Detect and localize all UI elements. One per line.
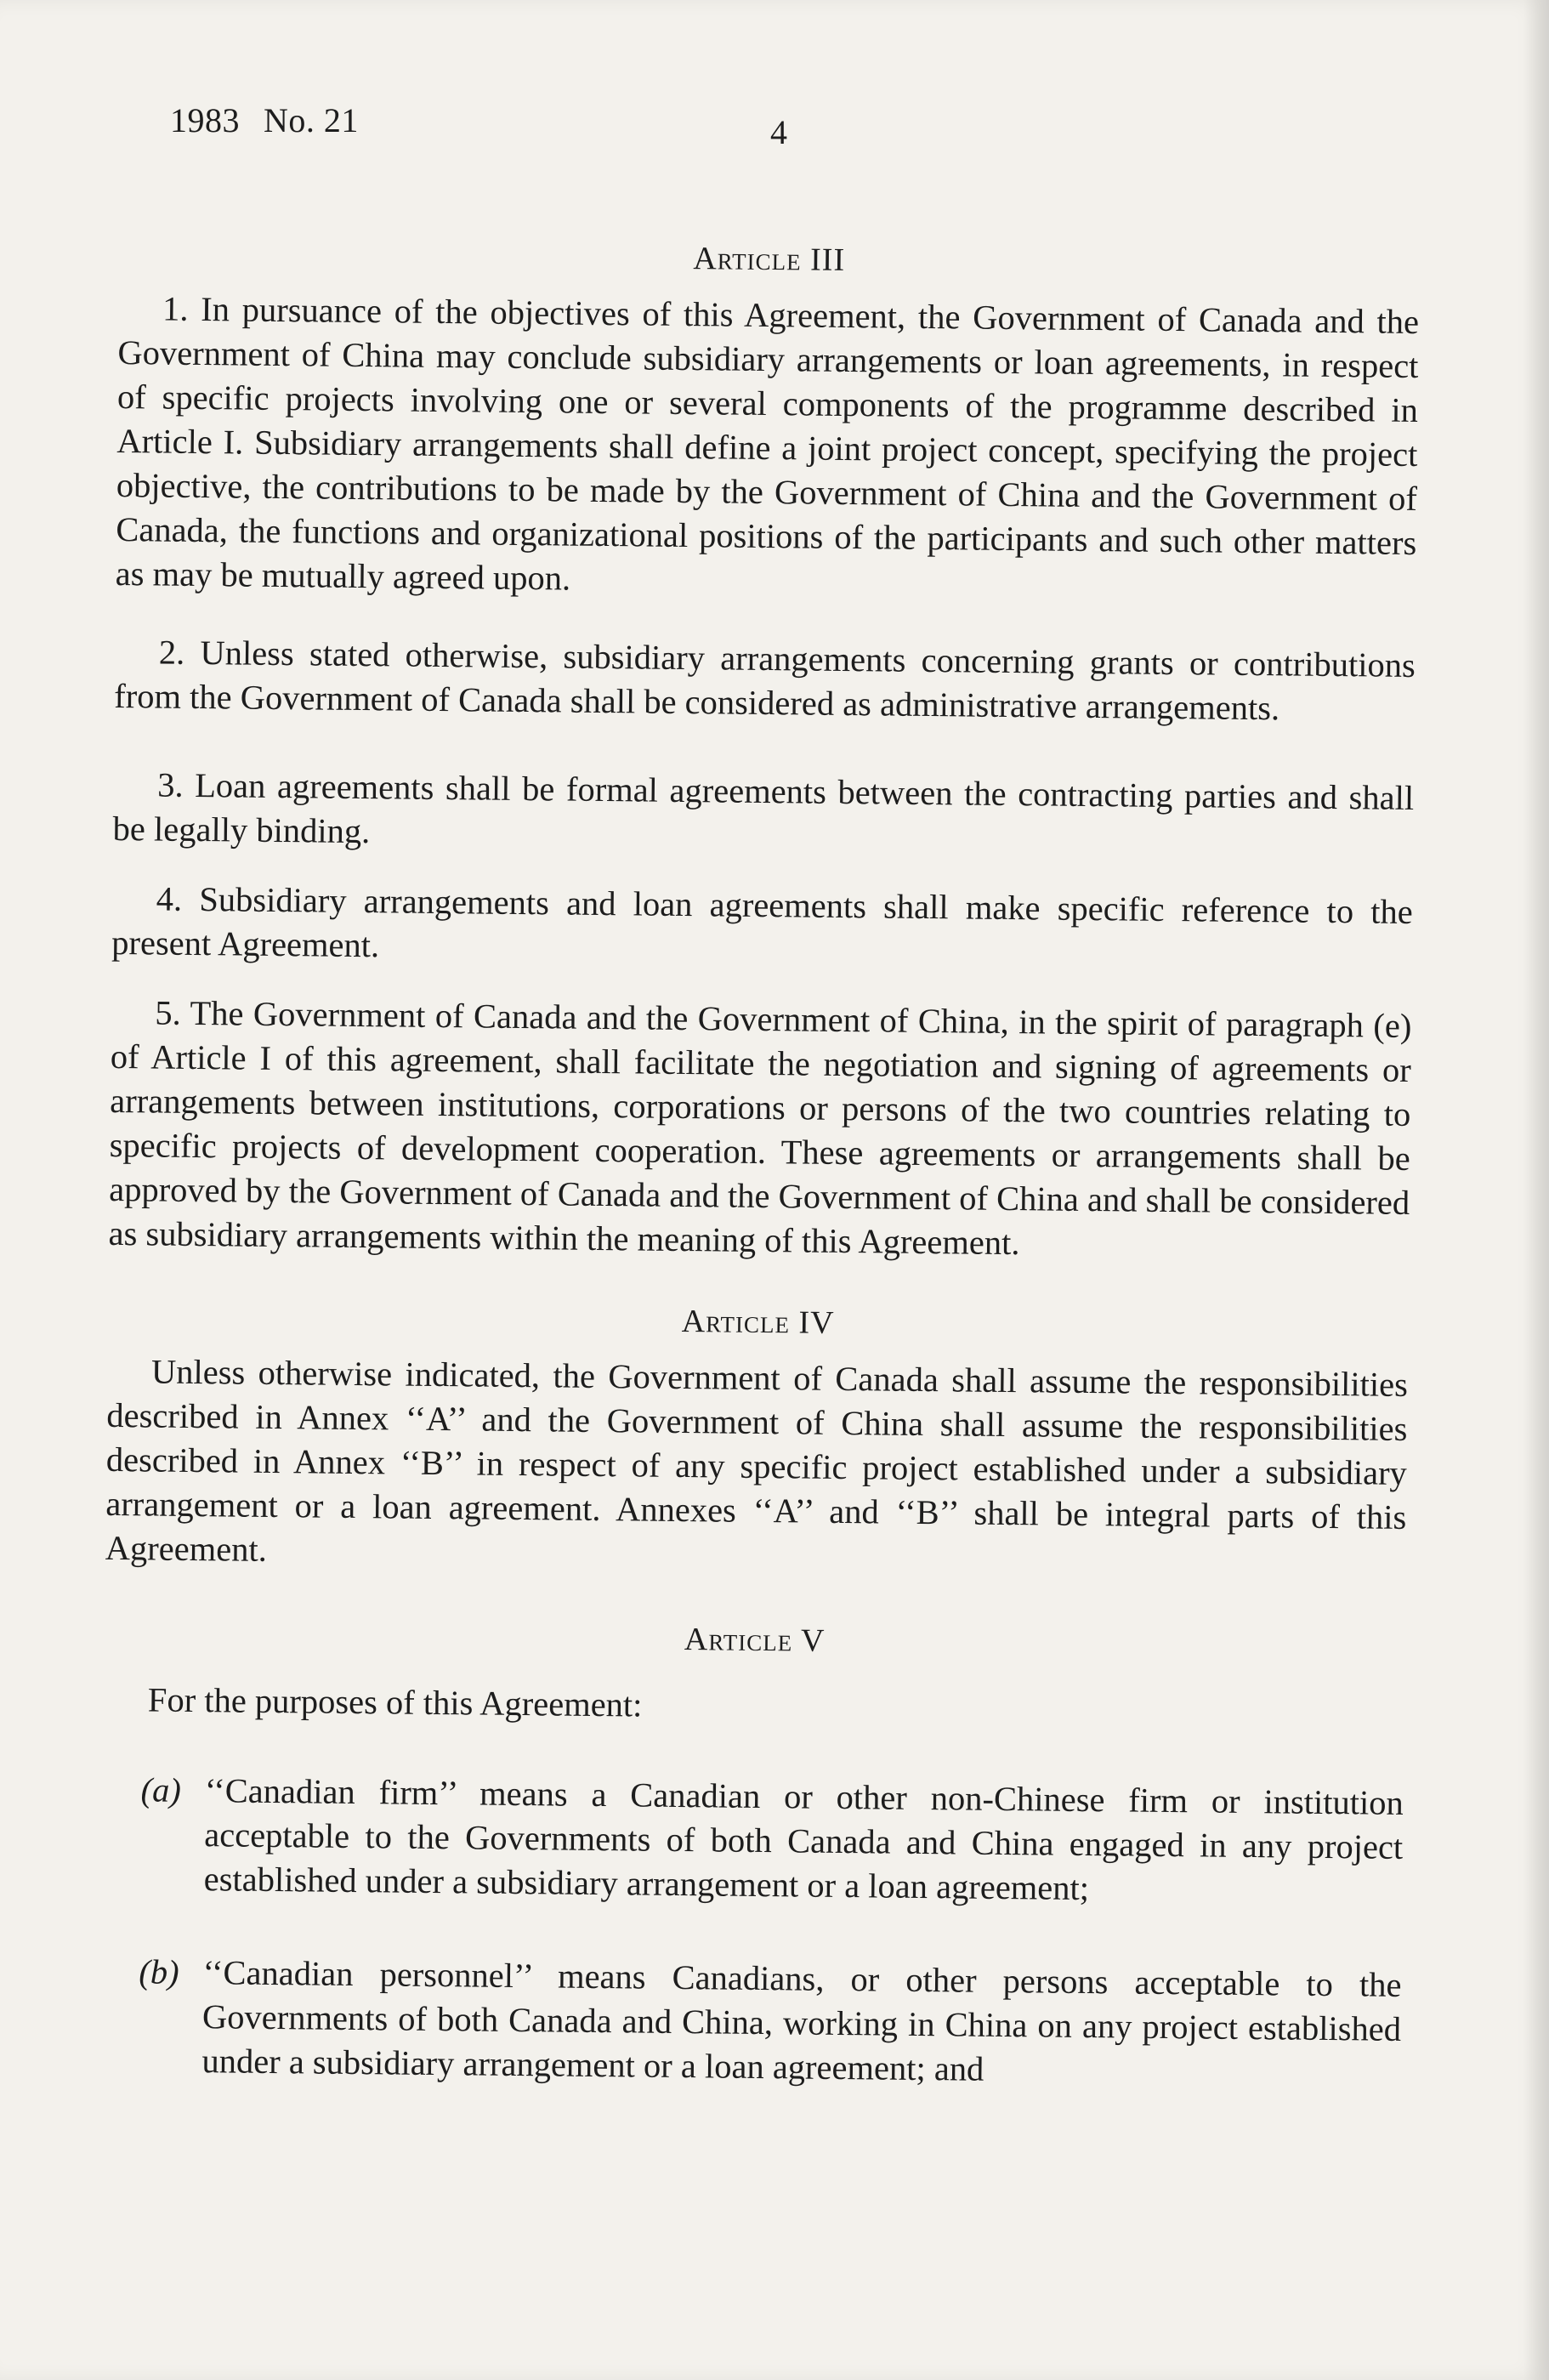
article-v-title: Article V xyxy=(684,1622,826,1659)
document-header xyxy=(170,100,383,140)
definition-item xyxy=(99,1950,1402,2096)
header-year: 1983 xyxy=(170,101,240,139)
article-iii-paragraph-4: 4. Subsidiary arrangements and loan agreements shall make specific reference to the present Agreement. xyxy=(111,879,1413,965)
definition-item xyxy=(101,1768,1404,1914)
article-iv-title: Article IV xyxy=(681,1304,835,1341)
definition-text: ‘‘Canadian personnel’’ means Canadians, or other persons acceptable to the Governments of both Canada and China, working in China on any project established under a subsidiary arrangement or a loan agreement; and xyxy=(201,1953,1402,2088)
definition-label: (a) xyxy=(140,1770,182,1809)
definition-text: ‘‘Canadian firm’’ means a Canadian or other non-Chinese firm or institution acceptable to the Governments of both Canada and China engaged in any project established under a subsidiary arrangement or a loan agreement; xyxy=(203,1771,1404,1908)
article-iii-paragraph-3: 3. Loan agreements shall be formal agreements between the contracting parties and shall be legally binding. xyxy=(112,765,1415,851)
article-iii-paragraph-2: 2. Unless stated otherwise, subsidiary arrangements concerning grants or contributions from the Government of Canada shall be considered as administrative arrangements. xyxy=(114,633,1416,728)
definition-label: (b) xyxy=(139,1952,179,1991)
document-body xyxy=(99,234,1420,2145)
article-iii-title: Article III xyxy=(693,241,846,278)
page-number: 4 xyxy=(770,113,787,151)
article-iii-paragraph-1: 1. In pursuance of the objectives of this Agreement, the Government of Canada and the Government of China may conclude subsidiary arrangements or loan agreements, in respect of specific projects involving one or several components of the programme described in Article I. Subsidiary arrangements shall define a joint project concept, specifying the project objective, the contributions to be made by the Government of China and the Government of Canada, the functions and organizational positions of the participants and such other matters as may be mutually agreed upon. xyxy=(115,289,1420,598)
page-edge-shadow xyxy=(1523,0,1549,2380)
header-number: No. 21 xyxy=(264,101,359,139)
article-iv-paragraph-1: Unless otherwise indicated, the Government of Canada shall assume the responsibilities described in Annex ‘‘A’’ and the Government of China shall assume the responsibilities described in Annex ‘‘B’’ in respect of any specific project established under a subsidiary arrangement or a loan agreement. Annexes ‘‘A’’ and ‘‘B’’ shall be integral parts of this Agreement. xyxy=(105,1352,1409,1569)
article-v-lead: For the purposes of this Agreement: xyxy=(147,1680,643,1724)
article-iii-paragraph-5: 5. The Government of Canada and the Government of China, in the spirit of paragraph (e) of Article I of this agreement, shall facilitate the negotiation and signing of agreements or arrangements between institutions, corporations or persons of the two countries relating to specific projects of development cooperation. These agreements or arrangements shall be approved by the Government of Canada and the Government of China and shall be considered as subsidiary arrangements within the meaning of this Agreement. xyxy=(108,993,1412,1263)
